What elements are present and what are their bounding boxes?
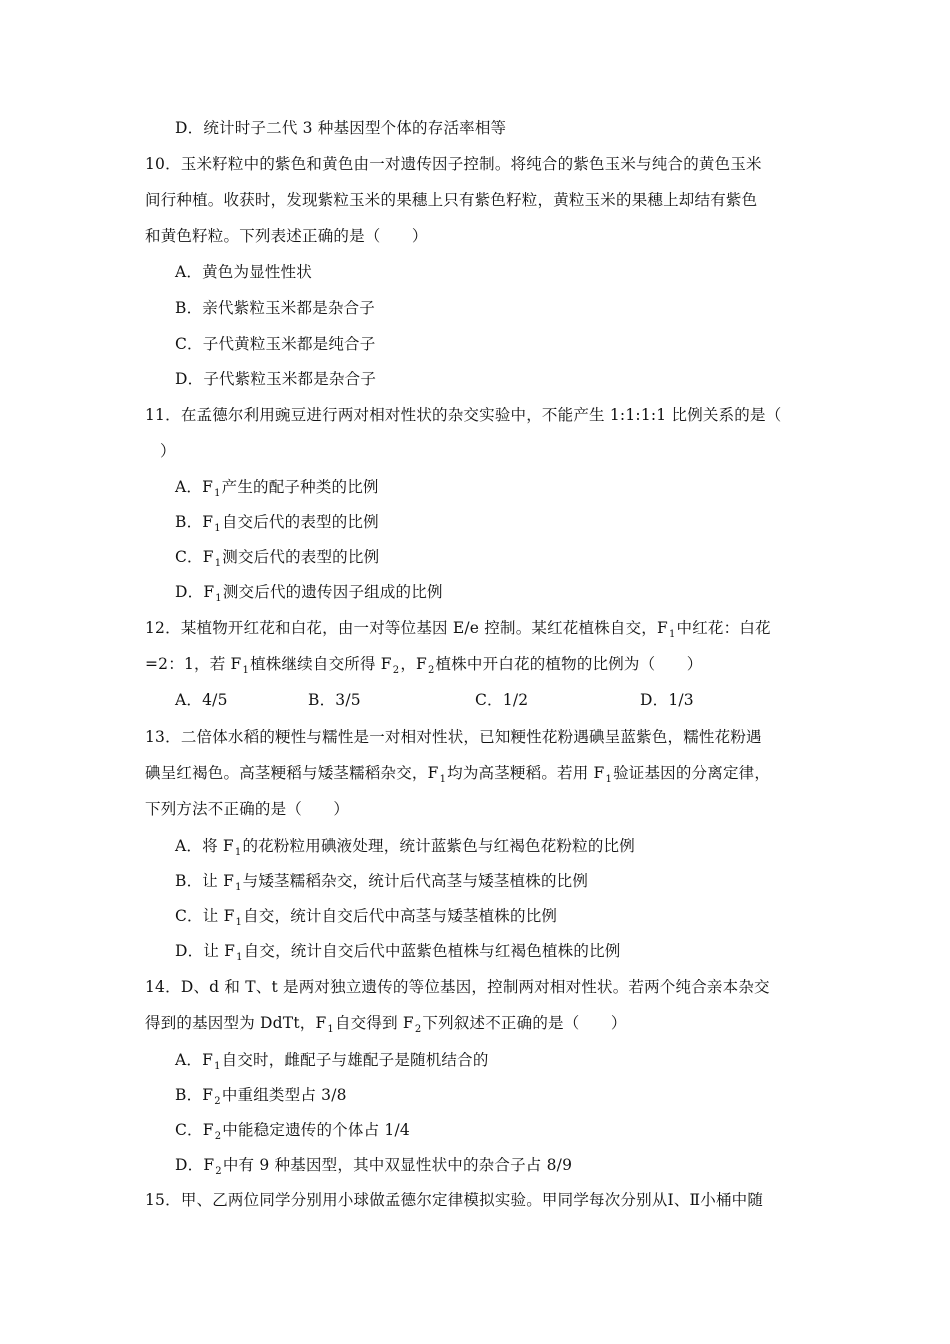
q13-stem-line2-subscript1: 1 (439, 774, 447, 785)
q12-stem-line2-subscript1: 1 (242, 665, 250, 676)
q10-option-b-text: B．亲代紫粒玉米都是杂合子 (175, 299, 375, 317)
q12-stem-line2-part4: 植株中开白花的植物的比例为（ ） (435, 655, 703, 673)
q14-option-c (175, 1120, 410, 1143)
q13-option-c (175, 906, 557, 929)
q11-option-a-text: 产生的配子种类的比例 (221, 478, 379, 496)
q11-option-a-prefix: A．F (175, 478, 214, 496)
q12-stem-line1-text: 12．某植物开红花和白花，由一对等位基因 E/e 控制。某红花植株自交，F (145, 619, 668, 637)
q11-stem-line1-text: 11．在孟德尔利用豌豆进行两对相对性状的杂交实验中，不能产生 1:1:1:1 比例关系的是（ (145, 406, 782, 424)
q11-option-d-text: 测交后代的遗传因子组成的比例 (222, 583, 443, 601)
q11-option-b (175, 512, 379, 535)
q11-option-d (175, 582, 443, 605)
q13-option-b (175, 871, 588, 894)
q12-stem-line2-part1: =2：1，若 F (145, 655, 242, 673)
q14-stem-line1-text: 14．D、d 和 T、t 是两对独立遗传的等位基因，控制两对相对性状。若两个纯合亲本杂交 (145, 978, 770, 996)
q12-option-a: A．4/5 (175, 691, 228, 709)
q11-option-b-prefix: B．F (175, 513, 214, 531)
q12-option-b: B．3/5 (308, 691, 361, 709)
q13-option-a (175, 836, 635, 859)
q13-option-d (175, 941, 620, 964)
q13-option-b-prefix: B．让 F (175, 872, 235, 890)
q14-option-a-subscript: 1 (214, 1061, 221, 1072)
q11-option-d-prefix: D．F (175, 583, 215, 601)
q11-option-c-text: 测交后代的表型的比例 (222, 548, 380, 566)
q13-stem-line2-part3: 验证基因的分离定律， (613, 764, 771, 782)
q10-option-c (175, 334, 375, 354)
q14-option-b-subscript: 2 (214, 1096, 221, 1107)
q14-stem-line2-subscript1: 1 (327, 1024, 334, 1035)
q14-stem-line2-part2: 自交得到 F (334, 1014, 414, 1032)
q14-option-a-prefix: A．F (175, 1051, 214, 1069)
q10-option-a (175, 262, 312, 282)
q12-stem-line2 (145, 654, 702, 677)
q14-option-b-text: 中重组类型占 3/8 (221, 1086, 347, 1104)
q14-option-c-text: 中能稳定遗传的个体占 1/4 (222, 1121, 410, 1139)
q11-option-c-subscript: 1 (214, 558, 222, 569)
q10-stem-line3-text: 和黄色籽粒。下列表述正确的是（ ） (145, 227, 428, 245)
q12-stem-line2-part2: 植株继续自交所得 F (250, 655, 392, 673)
q14-stem-line2 (145, 1013, 627, 1036)
q13-option-d-prefix: D．让 F (175, 942, 236, 960)
q11-option-d-subscript: 1 (215, 593, 222, 604)
q12-stem-line2-part3: ，F (400, 655, 427, 673)
q11-option-b-subscript: 1 (214, 523, 221, 534)
q10-stem-line1 (145, 154, 762, 174)
q13-stem-line2-part1: 碘呈红褐色。高茎粳稻与矮茎糯稻杂交，F (145, 764, 439, 782)
q11-option-b-text: 自交后代的表型的比例 (221, 513, 379, 531)
q11-stem-line2-text: ） (160, 442, 176, 460)
q13-option-b-text: 与矮茎糯稻杂交，统计后代高茎与矮茎植株的比例 (242, 872, 589, 890)
q10-stem-line2 (145, 190, 757, 210)
q11-option-a-subscript: 1 (214, 488, 221, 499)
q13-stem-line2 (145, 763, 770, 786)
q15-stem-line1-text: 15．甲、乙两位同学分别用小球做孟德尔定律模拟实验。甲同学每次分别从Ⅰ、Ⅱ小桶中随 (145, 1191, 764, 1209)
q13-stem-line2-subscript2: 1 (605, 774, 613, 785)
q14-option-d (175, 1155, 572, 1178)
q12-option-c: C．1/2 (475, 691, 529, 709)
q13-option-b-subscript: 1 (235, 882, 242, 893)
q13-option-a-subscript: 1 (234, 847, 242, 858)
q13-stem-line1 (145, 727, 762, 747)
q11-option-c-prefix: C．F (175, 548, 214, 566)
q10-option-b (175, 298, 375, 318)
q12-stem-line1 (145, 618, 771, 641)
q14-option-c-subscript: 2 (214, 1131, 222, 1142)
q13-option-c-prefix: C．让 F (175, 907, 235, 925)
q11-stem-line1 (145, 405, 781, 425)
q10-option-c-text: C．子代黄粒玉米都是纯合子 (175, 335, 376, 353)
q14-option-b (175, 1085, 347, 1108)
q10-stem-line1-text: 10．玉米籽粒中的紫色和黄色由一对遗传因子控制。将纯合的紫色玉米与纯合的黄色玉米 (145, 155, 762, 173)
q14-stem-line2-part1: 得到的基因型为 DdTt，F (145, 1014, 327, 1032)
q12-stem-line1-tail: 中红花：白花 (676, 619, 771, 637)
q13-stem-line3-text: 下列方法不正确的是（ ） (145, 800, 350, 818)
q11-option-a (175, 477, 379, 500)
q12-option-d: D．1/3 (640, 691, 694, 709)
q15-stem-line1 (145, 1190, 763, 1210)
q13-stem-line2-part2: 均为高茎粳稻。若用 F (447, 764, 605, 782)
q10-stem-line2-text: 间行种植。收获时，发现紫粒玉米的果穗上只有紫色籽粒，黄粒玉米的果穗上却结有紫色 (145, 191, 758, 209)
q9-option-d (175, 118, 506, 138)
q13-stem-line1-text: 13．二倍体水稻的粳性与糯性是一对相对性状，已知粳性花粉遇碘呈蓝紫色，糯性花粉遇 (145, 728, 762, 746)
q13-option-d-text: 自交，统计自交后代中蓝紫色植株与红褐色植株的比例 (243, 942, 621, 960)
q14-stem-line2-part3: 下列叙述不正确的是（ ） (422, 1014, 627, 1032)
q13-option-c-text: 自交，统计自交后代中高茎与矮茎植株的比例 (243, 907, 558, 925)
q13-stem-line3 (145, 799, 349, 819)
q14-option-a (175, 1050, 489, 1073)
q10-option-a-text: A．黄色为显性性状 (175, 263, 312, 281)
q14-stem-line1 (145, 977, 770, 997)
q14-option-d-prefix: D．F (175, 1156, 215, 1174)
q10-option-d (175, 369, 376, 389)
q13-option-a-prefix: A．将 F (175, 837, 234, 855)
q9-option-d-text: D．统计时子二代 3 种基因型个体的存活率相等 (175, 119, 507, 137)
q11-option-c (175, 547, 379, 570)
q13-option-a-text: 的花粉粒用碘液处理，统计蓝紫色与红褐色花粉粒的比例 (242, 837, 635, 855)
q14-option-b-prefix: B．F (175, 1086, 214, 1104)
q14-option-c-prefix: C．F (175, 1121, 214, 1139)
q14-option-d-subscript: 2 (215, 1166, 222, 1177)
q14-option-d-text: 中有 9 种基因型，其中双显性状中的杂合子占 8/9 (222, 1156, 573, 1174)
q14-option-a-text: 自交时，雌配子与雄配子是随机结合的 (221, 1051, 489, 1069)
q12-stem-line2-subscript2: 2 (392, 665, 400, 676)
q13-option-d-subscript: 1 (236, 952, 243, 963)
q10-option-d-text: D．子代紫粒玉米都是杂合子 (175, 370, 377, 388)
q10-stem-line3 (145, 226, 428, 246)
q13-option-c-subscript: 1 (235, 917, 243, 928)
q12-stem-line2-subscript3: 2 (427, 665, 435, 676)
q14-stem-line2-subscript2: 2 (414, 1024, 422, 1035)
q11-stem-line2 (160, 441, 176, 461)
q12-stem-line1-subscript: 1 (668, 629, 676, 640)
